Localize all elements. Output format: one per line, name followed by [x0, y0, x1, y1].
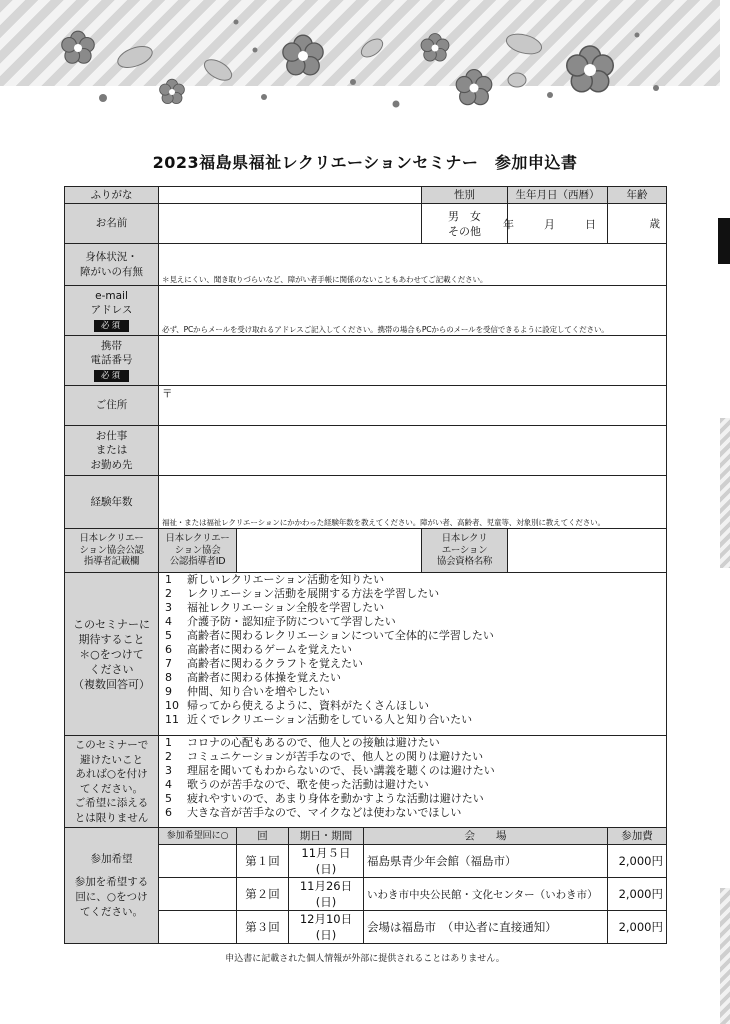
association-qualification-field[interactable]	[508, 529, 667, 573]
sessions-label: 参加希望 参加を希望する 回に、○をつけ てください。	[65, 828, 159, 944]
name-label: お名前	[65, 204, 159, 244]
phone-field[interactable]	[159, 336, 667, 386]
furigana-label: ふりがな	[65, 187, 159, 204]
item-number: 4	[165, 615, 172, 628]
item-text: 近くでレクリエーション活動をしている人と知り合いたい	[187, 713, 473, 726]
leaf-icon	[358, 35, 386, 60]
association-qualification-label: 日本レクリ エーション 協会資格名称	[422, 529, 508, 573]
item-number: 11	[165, 713, 179, 726]
expectations-list	[159, 573, 667, 736]
dob-year-unit: 年	[503, 217, 514, 231]
item-number: 5	[165, 792, 172, 805]
age-field[interactable]	[608, 204, 667, 244]
item-number: 9	[165, 685, 172, 698]
condition-label: 身体状況・ 障がいの有無	[65, 244, 159, 286]
work-label: お仕事 または お勤め先	[65, 426, 159, 476]
condition-field[interactable]	[159, 244, 667, 286]
association-id-field[interactable]	[237, 529, 422, 573]
session-fee: 2,000円	[608, 911, 667, 944]
required-badge: 必須	[94, 320, 129, 332]
session-round: 第３回	[237, 911, 289, 944]
item-text: 福祉レクリエーション全般を学習したい	[187, 601, 385, 614]
item-text: 高齢者に関わるゲームを覚えたい	[187, 643, 352, 656]
item-text: 大きな音が苦手なので、マイクなどは使わないでほしい	[187, 806, 462, 819]
list-item[interactable]	[162, 671, 663, 685]
item-text: コミュニケーションが苦手なので、他人との関りは避けたい	[187, 750, 484, 763]
leaf-icon	[504, 31, 543, 58]
item-text: 理屈を聞いてもわからないので、長い講義を聴くのは避けたい	[187, 764, 495, 777]
session-2-mark[interactable]	[159, 878, 237, 911]
item-text: 高齢者に関わるレクリエーションについて全体的に学習したい	[187, 629, 494, 642]
floral-header-banner	[0, 0, 720, 86]
session-date: 12月10日(日)	[289, 911, 364, 944]
application-form	[64, 186, 667, 944]
item-text: 新しいレクリエーション活動を知りたい	[187, 573, 385, 586]
col-fee-header: 参加費	[608, 828, 667, 845]
experience-label: 経験年数	[65, 476, 159, 529]
list-item[interactable]	[162, 629, 663, 643]
list-item[interactable]	[162, 806, 663, 820]
address-label: ご住所	[65, 386, 159, 426]
dob-label: 生年月日（西暦）	[508, 187, 608, 204]
side-decoration	[720, 418, 730, 568]
work-field[interactable]	[159, 426, 667, 476]
leaf-icon	[201, 56, 235, 85]
session-date: 11月26日(日)	[289, 878, 364, 911]
expectations-label: このセミナーに 期待すること ＊○をつけて ください （複数回答可）	[65, 573, 159, 736]
dob-month-unit: 月	[544, 217, 555, 231]
postal-mark: 〒	[162, 388, 173, 400]
gender-other: その他	[448, 224, 481, 238]
list-item[interactable]	[162, 643, 663, 657]
item-number: 1	[165, 573, 172, 586]
item-text: レクリエーション活動を展開する方法を学習したい	[187, 587, 440, 600]
item-text: 歌うのが苦手なので、歌を使った活動は避けたい	[187, 778, 429, 791]
session-fee: 2,000円	[608, 845, 667, 878]
session-1-mark[interactable]	[159, 845, 237, 878]
experience-field[interactable]	[159, 476, 667, 529]
session-date: 11月５日(日)	[289, 845, 364, 878]
item-number: 2	[165, 587, 172, 600]
email-label: e-mail アドレス 必須	[65, 286, 159, 336]
session-venue: 福島県青少年会館（福島市）	[364, 845, 608, 878]
item-text: 帰ってから使えるように、資料がたくさんほしい	[187, 699, 429, 712]
col-mark-header: 参加希望回に○	[159, 828, 237, 845]
list-item[interactable]	[162, 601, 663, 615]
item-number: 7	[165, 657, 172, 670]
list-item[interactable]	[162, 764, 663, 778]
leaf-icon	[508, 73, 526, 87]
item-number: 8	[165, 671, 172, 684]
list-item[interactable]	[162, 699, 663, 713]
email-field[interactable]	[159, 286, 667, 336]
col-date-header: 期日・期間	[289, 828, 364, 845]
age-label: 年齢	[608, 187, 667, 204]
session-3-mark[interactable]	[159, 911, 237, 944]
condition-note: ＊見えにくい、聞き取りづらいなど、障がい者手帳に関係のないこともあわせてご記載ください。	[162, 275, 488, 284]
list-item[interactable]	[162, 657, 663, 671]
list-item[interactable]	[162, 615, 663, 629]
email-note: 必ず、PCからメールを受け取れるアドレスご記入してください。携帯の場合もPCからのメールを受信できるように設定してください。	[162, 325, 609, 334]
item-number: 6	[165, 806, 172, 819]
side-index-tab	[718, 218, 730, 264]
list-item[interactable]	[162, 792, 663, 806]
leaf-icon	[115, 42, 155, 71]
list-item[interactable]	[162, 736, 663, 750]
item-number: 4	[165, 778, 172, 791]
floral-decoration	[0, 0, 720, 115]
list-item[interactable]	[162, 685, 663, 699]
age-unit: 歳	[649, 218, 660, 230]
privacy-footer: 申込書に記載された個人情報が外部に提供されることはありません。	[225, 954, 505, 964]
phone-label: 携帯 電話番号 必須	[65, 336, 159, 386]
item-text: 疲れやすいので、あまり身体を動かすような活動は避けたい	[187, 792, 484, 805]
session-round: 第１回	[237, 845, 289, 878]
gender-options: 男 女	[448, 209, 481, 223]
item-number: 5	[165, 629, 172, 642]
session-venue: 会場は福島市 （申込者に直接通知）	[364, 911, 608, 944]
item-text: 高齢者に関わるクラフトを覚えたい	[187, 657, 363, 670]
list-item[interactable]	[162, 713, 663, 727]
gender-label: 性別	[422, 187, 508, 204]
item-text: 仲間、知り合いを増やしたい	[187, 685, 330, 698]
item-text: コロナの心配もあるので、他人との接触は避けたい	[187, 736, 440, 749]
item-number: 6	[165, 643, 172, 656]
session-venue: いわき市中央公民館・文化センター（いわき市）	[364, 878, 608, 911]
list-item[interactable]	[162, 573, 663, 587]
avoidances-label: このセミナーで 避けたいこと あれば○を付け てください。 ご希望に添える とは限りません	[65, 736, 159, 828]
page-title: 2023福島県福祉レクリエーションセミナー 参加申込書	[152, 153, 578, 172]
required-badge: 必須	[94, 370, 129, 382]
item-text: 介護予防・認知症予防について学習したい	[187, 615, 396, 628]
address-field[interactable]	[159, 386, 667, 426]
association-id-label: 日本レクリエー ション協会 公認指導者ID	[159, 529, 237, 573]
col-round-header: 回	[237, 828, 289, 845]
dob-day-unit: 日	[585, 217, 596, 231]
experience-note: 福祉・または福祉レクリエーションにかかわった経験年数を教えてください。障がい者、高齢者、児童等、対象別に教えてください。	[162, 518, 605, 527]
item-number: 2	[165, 750, 172, 763]
item-number: 3	[165, 764, 172, 777]
item-number: 3	[165, 601, 172, 614]
dob-field[interactable]	[503, 204, 608, 244]
col-venue-header: 会 場	[364, 828, 608, 845]
session-round: 第２回	[237, 878, 289, 911]
item-number: 10	[165, 699, 179, 712]
association-label: 日本レクリエー ション協会公認 指導者記載欄	[65, 529, 159, 573]
gender-field[interactable]	[422, 204, 508, 244]
session-fee: 2,000円	[608, 878, 667, 911]
furigana-field[interactable]	[159, 187, 422, 204]
list-item[interactable]	[162, 778, 663, 792]
list-item[interactable]	[162, 750, 663, 764]
list-item[interactable]	[162, 587, 663, 601]
name-field[interactable]	[159, 204, 422, 244]
avoidances-list	[159, 736, 667, 828]
item-number: 1	[165, 736, 172, 749]
item-text: 高齢者に関わる体操を覚えたい	[187, 671, 341, 684]
